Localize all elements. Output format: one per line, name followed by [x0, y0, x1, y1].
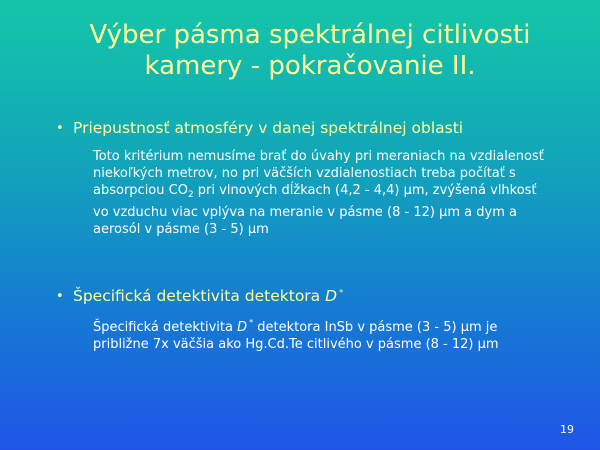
body-text-part2: pri vlnových dĺžkach (4,2 - 4,4) μm, zvýšená vlhkosť vo vzduchu viac vplýva na meranie v pásme (8 - 12) μm a dym a aerosól v pásme (3 - 5) μm [93, 183, 537, 237]
d-star-symbol [237, 320, 253, 335]
slide-title-line-1: Výber pásma spektrálnej citlivosti [89, 20, 531, 50]
bullet-dot-icon: • [56, 289, 64, 304]
bullet-dot-icon: • [56, 121, 64, 136]
star-superscript: * [249, 318, 254, 327]
body-text-part1: Špecifická detektivita [93, 320, 233, 335]
bullet-heading-text: Priepustnosť atmosféry v danej spektrálnej oblasti [73, 119, 464, 137]
star-superscript: * [339, 288, 344, 297]
page-number: 19 [560, 423, 574, 436]
d-star-symbol [325, 287, 343, 305]
body-text-part1: Toto kritérium nemusíme brať do úvahy pri meraniach na vzdialenosť niekoľkých metrov, no pri väčších vzdialenostiach treba počítať s absorpciou CO [93, 149, 544, 198]
d-symbol: D [325, 287, 338, 305]
bullet-heading-text: Špecifická detektivita detektora [73, 287, 321, 305]
bullet-detectivity-body [93, 314, 548, 353]
bullet-detectivity-heading [56, 283, 343, 307]
slide-title [40, 20, 580, 82]
co2-subscript: 2 [187, 190, 194, 200]
d-symbol: D [237, 320, 248, 335]
body-text-part2: detektora InSb v pásme (3 - 5) μm je približne 7x väčšia ako Hg.Cd.Te citlivého v pásme (8 - 12) μm [93, 320, 499, 352]
bullet-atmosphere-heading [56, 118, 463, 139]
bullet-atmosphere-body [93, 148, 548, 238]
slide-title-line-2: kamery - pokračovanie II. [144, 51, 476, 81]
